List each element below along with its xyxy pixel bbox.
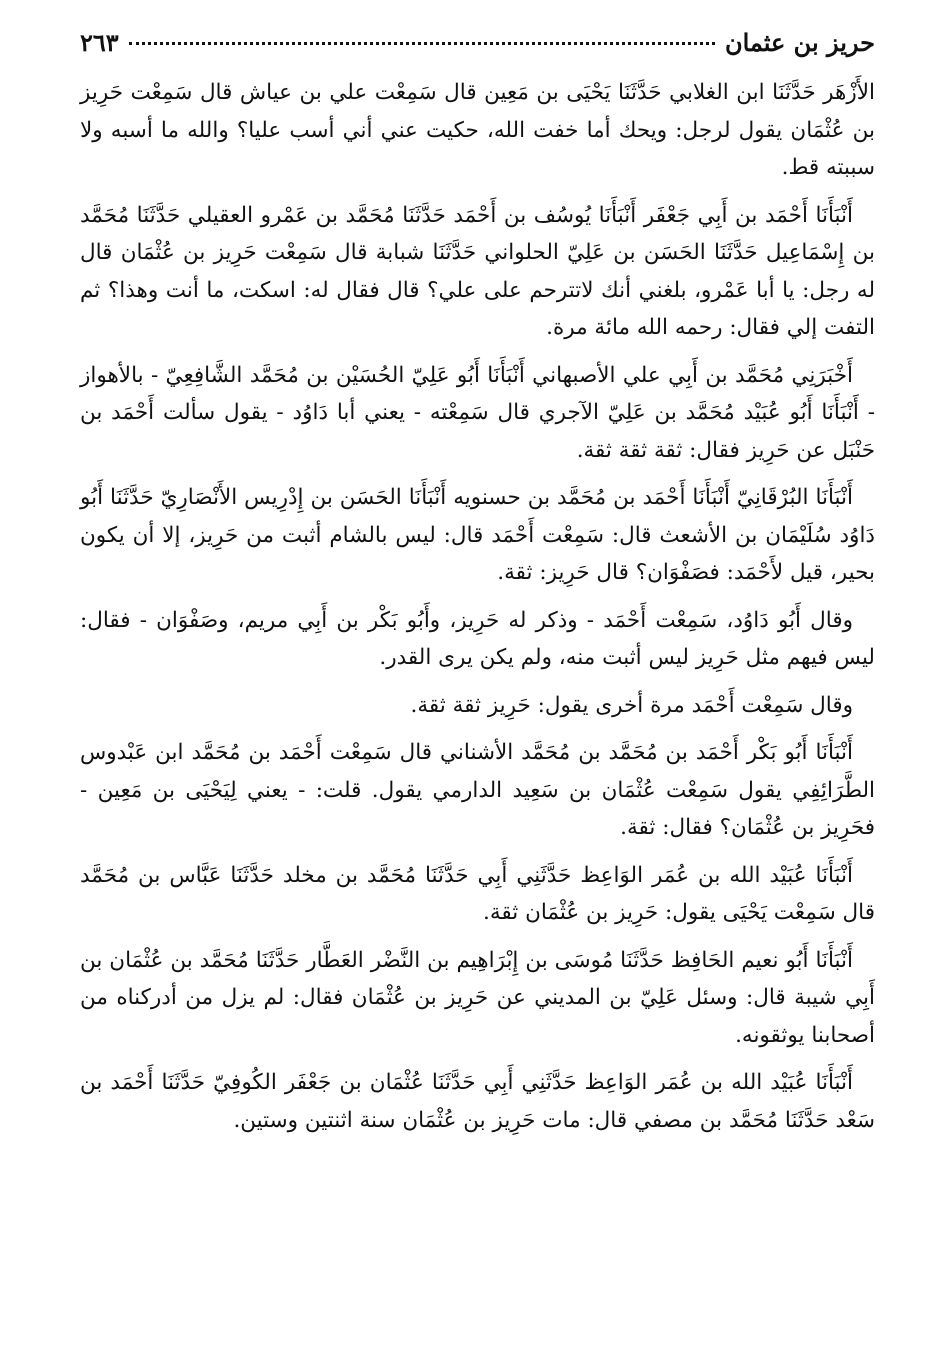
body-text	[80, 74, 875, 1139]
dotted-leader	[129, 42, 715, 45]
page	[80, 28, 875, 1149]
page-number: ٢٦٣	[80, 28, 119, 57]
paragraph: أَنْبَأَنَا أَبُو بَكْر أَحْمَد بن مُحَمَّد بن مُحَمَّد الأشناني قال سَمِعْت أَحْمَد بن مُحَمَّد ابن عَبْدوس الطَّرَائِفِي يقول سَمِعْت عُثْمَان بن سَعِيد الدارمي يقول. قلت: - يعني لِيَحْيَى بن مَعِين - فحَرِيز بن عُثْمَان؟ فقال: ثقة.	[80, 740, 875, 840]
paragraph: وقال أَبُو دَاوُد، سَمِعْت أَحْمَد - وذكر له حَرِيز، وأَبُو بَكْر بن أَبِي مريم، وصَفْوَان - فقال: ليس فيهم مثل حَرِيز ليس أثبت منه، ولم يكن يرى القدر.	[80, 607, 875, 670]
paragraph: أَنْبَأَنَا عُبَيْد الله بن عُمَر الوَاعِظ حَدَّثَنِي أَبِي حَدَّثَنَا مُحَمَّد بن مخلد حَدَّثَنَا عَبَّاس بن مُحَمَّد قال سَمِعْت يَحْيَى يقول: حَرِيز بن عُثْمَان ثقة.	[80, 862, 875, 925]
page-header	[80, 28, 875, 74]
paragraph: أَنْبَأَنَا البُرْقَانِيّ أَنْبَأَنَا أَحْمَد بن مُحَمَّد بن حسنويه أَنْبَأَنَا الحَسَن بن إِدْرِيس الأَنْصَارِيّ حَدَّثَنَا أَبُو دَاوُد سُلَيْمَان بن الأشعث قال: سَمِعْت أَحْمَد قال: ليس بالشام أثبت من حَرِيز، إلا أن يكون بحير، قيل لأَحْمَد: فصَفْوَان؟ قال حَرِيز: ثقة.	[80, 485, 875, 585]
paragraph: أَنْبَأَنَا أَحْمَد بن أَبِي جَعْفَر أَنْبَأَنَا يُوسُف بن أَحْمَد حَدَّثَنَا مُحَمَّد بن عَمْرو العقيلي حَدَّثَنَا مُحَمَّد بن إِسْمَاعِيل حَدَّثَنَا الحَسَن بن عَلِيّ الحلواني حَدَّثَنَا شبابة قال سَمِعْت حَرِيز بن عُثْمَان قال له رجل: يا أبا عَمْرو، بلغني أنك لاتترحم على علي؟ قال فقال له: اسكت، ما أنت وهذا؟ ثم التفت إلي فقال: رحمه الله مائة مرة.	[80, 202, 875, 340]
running-title: حريز بن عثمان	[724, 28, 875, 57]
paragraph: وقال سَمِعْت أَحْمَد مرة أخرى يقول: حَرِيز ثقة ثقة.	[410, 692, 853, 718]
paragraph: أَخْبَرَنِي مُحَمَّد بن أَبِي علي الأصبهاني أَنْبَأَنَا أَبُو عَلِيّ الحُسَيْن بن مُحَمَّد الشَّافِعِيّ - بالأهواز - أَنْبَأَنَا أَبُو عُبَيْد مُحَمَّد بن عَلِيّ الآجري قال سَمِعْته - يعني أبا دَاوُد - يقول سألت أَحْمَد بن حَنْبَل عن حَرِيز فقال: ثقة ثقة ثقة.	[80, 362, 875, 463]
paragraph: أَنْبَأَنَا أَبُو نعيم الحَافِظ حَدَّثَنَا مُوسَى بن إِبْرَاهِيم بن النَّضْر العَطَّار حَدَّثَنَا مُحَمَّد بن عُثْمَان بن أَبِي شيبة قال: وسئل عَلِيّ بن المديني عن حَرِيز بن عُثْمَان فقال: لم يزل من أدركناه من أصحابنا يوثقونه.	[80, 947, 875, 1048]
paragraph: أَنْبَأَنَا عُبَيْد الله بن عُمَر الوَاعِظ حَدَّثَنِي أَبِي حَدَّثَنَا عُثْمَان بن جَعْفَر الكُوفِيّ حَدَّثَنَا أَحْمَد بن سَعْد حَدَّثَنَا مُحَمَّد بن مصفي قال: مات حَرِيز بن عُثْمَان سنة اثنتين وستين.	[80, 1070, 875, 1133]
paragraph: الأَزْهَر حَدَّثَنَا ابن الغلابي حَدَّثَنَا يَحْيَى بن مَعِين قال سَمِعْت علي بن عياش قال سَمِعْت حَرِيز بن عُثْمَان يقول لرجل: ويحك أما خفت الله، حكيت عني أني أسب عليا؟ والله ما أسبه ولا سببته قط.	[80, 80, 875, 180]
